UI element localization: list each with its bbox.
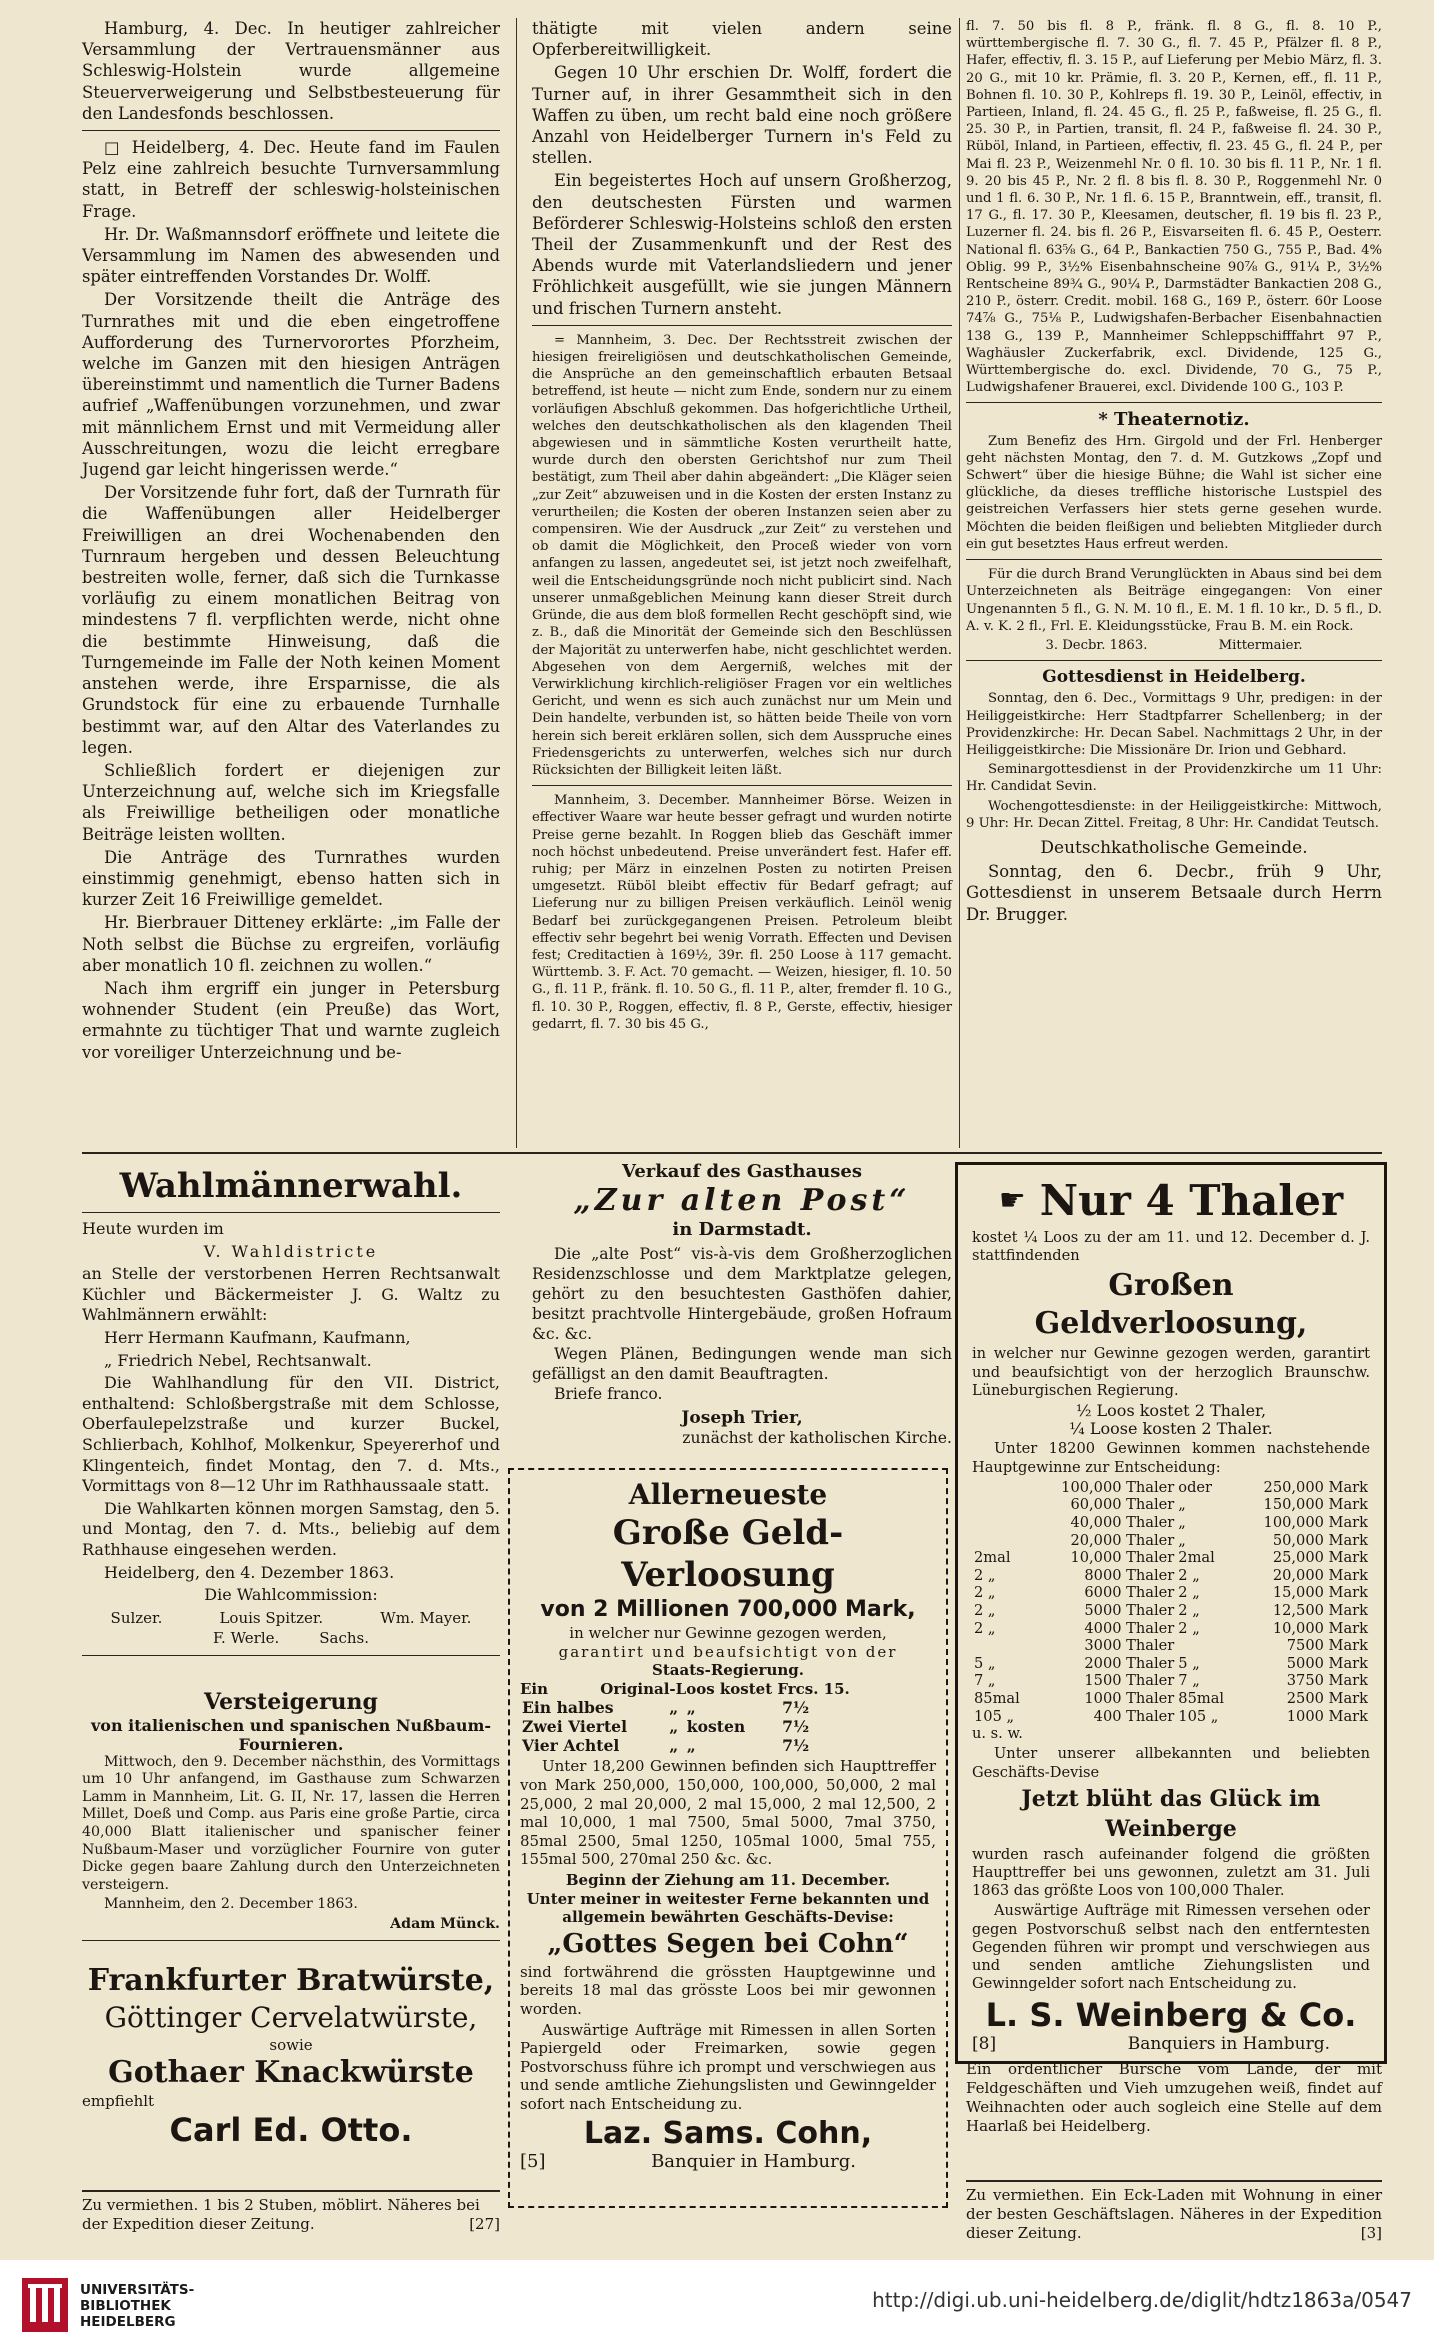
- divider: [532, 785, 952, 786]
- signatures-row: [82, 1628, 500, 1649]
- article-paragraph: Hr. Bierbrauer Ditteney erklärte: „im Falle der Noth selbst die Büchse zu ergreifen, vorläufig aber monatlich 10 fl. zeichnen zu wollen.“: [82, 913, 500, 975]
- ad-bursche: [966, 2060, 1382, 2136]
- ad-cohn-verloosung: [508, 1468, 948, 2208]
- table-cell: „: [686, 1736, 696, 1756]
- table-row: [972, 1637, 1370, 1655]
- ad-text: Zu vermiethen. 1 bis 2 Stuben, möblirt. Näheres bei der Expedition dieser Zeitung.: [82, 2196, 480, 2233]
- table-cell: [972, 1532, 1033, 1550]
- table-cell: 15,000 Mark: [1272, 1584, 1368, 1602]
- deutschkatholisch-title: Deutschkatholische Gemeinde.: [1040, 837, 1308, 858]
- table-cell: 1000 Mark: [1286, 1707, 1368, 1725]
- table-cell: 60,000 Thaler: [1070, 1496, 1175, 1514]
- table-cell: 25,000 Mark: [1272, 1549, 1368, 1567]
- divider: [82, 130, 500, 131]
- ad-text: Unter 18200 Gewinnen kommen nachstehende Hauptgewinne zur Entscheidung:: [972, 1440, 1370, 1476]
- table-cell: „: [1178, 1496, 1186, 1514]
- table-cell: 7½: [782, 1717, 810, 1737]
- library-name-line: UNIVERSITÄTS-: [80, 2282, 195, 2298]
- table-cell: oder: [1178, 1478, 1213, 1496]
- table-cell: 10,000 Mark: [1272, 1619, 1368, 1637]
- ad-title: Große Geld-Verloosung: [612, 1513, 844, 1595]
- table-cell: 2 „: [974, 1566, 996, 1584]
- table-cell: 5 „: [974, 1654, 996, 1672]
- ad-line: in welcher nur Gewinne gezogen werden,: [569, 1624, 887, 1642]
- ad-text: V. Wahldistricte: [203, 1241, 379, 1261]
- ad-advertiser: L. S. Weinberg & Co.: [985, 1996, 1357, 2035]
- library-name: [80, 2282, 194, 2330]
- table-cell: 50,000 Mark: [1272, 1531, 1368, 1549]
- ad-weinberg-verloosung: [955, 1162, 1387, 2064]
- library-logo-icon: [22, 2278, 68, 2332]
- signature: Louis Spitzer.: [219, 1608, 324, 1627]
- table-cell: Zwei Viertel: [522, 1717, 628, 1737]
- table-cell: [972, 1479, 1033, 1497]
- table-cell: 2 „: [1178, 1566, 1200, 1584]
- ad-advertiser: Laz. Sams. Cohn,: [583, 2116, 873, 2152]
- library-footer: [0, 2260, 1434, 2349]
- table-cell: 85mal: [1178, 1689, 1225, 1707]
- signature: Sachs.: [319, 1629, 370, 1648]
- table-cell: 5000 Mark: [1286, 1654, 1368, 1672]
- table-cell: 4000 Thaler: [1084, 1619, 1175, 1637]
- news-column-1: [82, 18, 500, 1065]
- table-row: [520, 1698, 811, 1717]
- news-column-3: [966, 18, 1382, 927]
- signature: Wm. Mayer.: [380, 1608, 472, 1627]
- ad-title: Nur 4 Thaler: [1039, 1176, 1344, 1225]
- article-paragraph: Die Anträge des Turnrathes wurden einstimmig genehmigt, ebenso hatten sich in kurzer Zeit 16 Freiwillige gemeldet.: [82, 847, 500, 910]
- ad-line: u. s. w.: [972, 1725, 1023, 1743]
- table-cell: Ein halbes: [522, 1698, 614, 1718]
- table-cell: 2 „: [1178, 1619, 1200, 1637]
- ad-line: Gothaer Knackwürste: [108, 2055, 474, 2090]
- ads-separator: [82, 1152, 1382, 1154]
- table-cell: „: [1178, 1514, 1186, 1532]
- ad-footer-row: [520, 2153, 936, 2172]
- table-cell: „: [1178, 1531, 1186, 1549]
- ad-city: Banquiers in Hamburg.: [1127, 2034, 1330, 2055]
- ad-text: wurden rasch aufeinander folgend die größten Haupttreffer bei uns gewonnen, zuletzt am 31. Juli 1863 das größte Loos von 100,000 Thaler.: [972, 1845, 1370, 1900]
- table-cell: 2 „: [974, 1584, 996, 1602]
- table-cell: 20,000 Mark: [1272, 1566, 1368, 1584]
- divider: [532, 325, 952, 326]
- ad-text: sind fortwährend die grössten Hauptgewinne und bereits 18 mal das grösste Loos bei mir gewonnen worden.: [520, 1962, 936, 2018]
- ad-text: zunächst der katholischen Kirche.: [682, 1429, 952, 1447]
- ad-wahlmaennerwahl: [82, 1162, 500, 1662]
- article-hamburg: Hamburg, 4. Dec. In heutiger zahlreicher Versammlung der Vertrauensmänner aus Schleswig-Holstein wurde allgemeine Steuerverweigerung und Selbstbesteuerung für den Landesfonds beschlossen.: [82, 19, 500, 123]
- pointing-hand-icon: ☛: [998, 1182, 1026, 1218]
- abaus-text: Für die durch Brand Verunglückten in Abaus sind bei dem Unterzeichneten als Beiträge eingegangen: Von einer Ungenannten 5 fl., G. N. M. 10 fl., E. M. 1 fl. 10 kr., D. 5 fl., D. A. v. K. 2 fl., Frl. E. Kleidungsstücke, Frau B. M. ein Rock.: [966, 567, 1382, 634]
- article-paragraph: Gegen 10 Uhr erschien Dr. Wolff, fordert die Turner auf, in ihrer Gesammtheit sich in den Waffen zu üben, um recht bald eine noch größere Anzahl von Heidelberger Turnern in's Feld zu stellen.: [532, 63, 952, 168]
- article-mannheim-rechtsstreit: = Mannheim, 3. Dec. Der Rechtsstreit zwischen der hiesigen freireligiösen und deutschkatholischen Gemeinde, die Ansprüche an den gemeinschaftlich erbauten Betsaal betreffend, ist heute — nicht zum Ende, sondern nur zu einem vorläufigen Abschluß gekommen. Das hofgerichtliche Urtheil, welches den deutschkatholischen als den klagenden Theil abgewiesen und in sämmtliche Kosten verurtheilt hatte, wurde durch den obersten Gerichtshof nur zum Theil bestätigt, zum Theil aber dahin abgeändert: „Die Kläger seien „zur Zeit“ abzuweisen und in die Kosten der ersten Instanz zu verurtheilen; die Kosten der oberen Instanzen seien aber zu compensiren. Wie der Ausdruck „zur Zeit“ zu verstehen und ob damit die Möglichkeit, den Proceß wieder von vorn anfangen zu lassen, angedeutet sei, ist jetzt noch zweifelhaft, weil die Entscheidungsgründe noch nicht publicirt sind. Nach unserer unmaßgeblichen Meinung kann dieser Streit durch Gründe, die aus dem bloß formellen Recht geschöpft sind, wie z. B., daß die Minorität der Gemeinde sich den Beschlüssen der Majorität zu unterwerfen habe, nicht geschlichtet werden. Abgesehen von dem Aergerniß, welches mit der Verwirklichung kirchlich-religiöser Fragen vor ein weltliches Gericht, und wenn es sich auch zunächst nur um Mein und Dein handelte, verbunden ist, so hätten beide Theile von vorn herein sich bereit erklären sollen, sich dem Ausspruche eines Friedensgerichts zu unterwerfen, welches sich nur durch Rücksichten der Billigkeit leiten läßt.: [532, 332, 952, 778]
- ad-text: Die „alte Post“ vis-à-vis dem Großherzoglichen Residenzschlosse und dem Marktplatze gelegen, gehört zu den besuchtesten Gasthöfen dahier, besitzt prachtvolle Hintergebäude, großen Hofraum &c. &c.: [532, 1245, 952, 1343]
- table-cell: 8000 Thaler: [1084, 1566, 1175, 1584]
- column-rule: [516, 18, 517, 1148]
- table-cell: 2 „: [974, 1601, 996, 1619]
- table-cell: 400 Thaler: [1093, 1707, 1175, 1725]
- ad-text: Ein ordentlicher Bursche vom Lande, der mit Feldgeschäften und Vieh umzugehen weiß, findet auf Weihnachten oder auch sogleich eine Stelle auf dem Haarlaß bei Heidelberg.: [966, 2060, 1382, 2135]
- article-paragraph: Schließlich fordert er diejenigen zur Unterzeichnung auf, welche sich im Kriegsfalle als Freiwillige betheiligen oder monatliche Beiträge leisten wollten.: [82, 760, 500, 844]
- table-cell: 1500 Thaler: [1084, 1672, 1175, 1690]
- ad-line: Frankfurter Bratwürste,: [87, 1963, 495, 1998]
- table-cell: 250,000 Mark: [1263, 1478, 1368, 1496]
- table-cell: 2000 Thaler: [1084, 1654, 1175, 1672]
- ad-line: empfiehlt: [82, 2092, 155, 2110]
- ad-signature: Joseph Trier,: [681, 1408, 803, 1428]
- wochengottesdienst-text: Wochengottesdienste: in der Heiliggeistkirche: Mittwoch, 9 Uhr: Hr. Decan Zittel. Freitag, 8 Uhr: Hr. Candidat Teutsch.: [966, 798, 1382, 831]
- table-cell: 2mal: [1178, 1549, 1215, 1567]
- ad-line: ¼ Loose kosten 2 Thaler.: [1069, 1419, 1273, 1439]
- ad-text: Heidelberg, den 4. Dezember 1863.: [104, 1562, 395, 1582]
- ad-advertiser: Carl Ed. Otto.: [169, 2111, 413, 2149]
- table-cell: 12,500 Mark: [1272, 1601, 1368, 1619]
- table-row: [972, 1532, 1370, 1550]
- prize-table: [972, 1479, 1370, 1725]
- divider: [966, 402, 1382, 403]
- table-cell: kosten: [686, 1717, 746, 1737]
- ad-number: [8]: [972, 2034, 997, 2055]
- table-cell: 2500 Mark: [1286, 1689, 1368, 1707]
- ad-text: Unter unserer allbekannten und beliebten Geschäfts-Devise: [972, 1745, 1370, 1781]
- ad-text: kostet ¼ Loos zu der am 11. und 12. December d. J. stattfindenden: [972, 1229, 1370, 1265]
- ad-text: Mittwoch, den 9. December nächsthin, des Vormittags um 10 Uhr anfangend, im Gasthause zum Schwarzen Lamm in Mannheim, Lit. G. II, Nr. 17, lassen die Herren Millet, Doeß und Comp. aus Paris eine große Partie, circa 40,000 Blatt italienischer und spanischer feiner Nußbaum-Maser und vorzüglicher Fournire von guter Dicke gegen baare Zahlung durch den Unterzeichneten versteigern.: [82, 1753, 500, 1893]
- signatures-row: [82, 1608, 500, 1629]
- divider: [82, 1940, 500, 1941]
- table-row: [972, 1549, 1370, 1567]
- table-cell: „: [669, 1698, 679, 1718]
- table-cell: 150,000 Mark: [1263, 1496, 1368, 1514]
- table-cell: 10,000 Thaler: [1070, 1549, 1175, 1567]
- ad-date: Mannheim, den 2. December 1863.: [104, 1896, 358, 1913]
- table-cell: 7 „: [974, 1672, 996, 1690]
- divider: [82, 1212, 500, 1213]
- ad-text: in welcher nur Gewinne gezogen werden, garantirt und beaufsichtigt von der herzoglich Braunschw. Lüneburgischen Regierung.: [972, 1345, 1370, 1399]
- article-paragraph: Ein begeistertes Hoch auf unsern Großherzog, den deutschesten Fürsten und warmen Beförderer Schleswig-Holsteins schloß den ersten Theil der Zusammenkunft und der Rest des Abends wurde mit Vaterlandsliedern und jener Fröhlichkeit ausgefüllt, wie sie jungen Männern und frischen Turnern ansteht.: [532, 171, 952, 318]
- ad-footer-row: [972, 2035, 1370, 2053]
- table-cell: 2 „: [1178, 1601, 1200, 1619]
- article-paragraph: Hr. Dr. Waßmannsdorf eröffnete und leitete die Versammlung im Namen des abwesenden und später eintreffenden Vorstandes Dr. Wolff.: [82, 224, 500, 287]
- gottesdienst-title: Gottesdienst in Heidelberg.: [1042, 667, 1306, 688]
- table-cell: 2mal: [974, 1549, 1011, 1567]
- ad-line: garantirt und beaufsichtigt von der: [558, 1642, 898, 1661]
- table-row: [972, 1690, 1370, 1708]
- table-cell: 100,000 Mark: [1263, 1514, 1368, 1532]
- deutschkatholisch-text: Sonntag, den 6. Decbr., früh 9 Uhr, Gottesdienst in unserem Betsaale durch Herrn Dr. Brugger.: [966, 862, 1382, 924]
- table-row: [520, 1736, 811, 1755]
- table-cell: [972, 1514, 1033, 1532]
- table-cell: [1176, 1637, 1237, 1655]
- table-cell: 2 „: [974, 1619, 996, 1637]
- table-cell: 6000 Thaler: [1084, 1584, 1175, 1602]
- table-row: [972, 1602, 1370, 1620]
- table-row: [972, 1672, 1370, 1690]
- ad-number: [3]: [1360, 2224, 1382, 2242]
- article-paragraph: Der Vorsitzende theilt die Anträge des Turnrathes mit und die eben eingetroffene Aufforderung des Turnervorortes Pforzheim, welche im Ganzen mit den hiesigen Anträgen übereinstimmt und namentlich die Turner Badens aufrief „Waffenübungen vorzunehmen, und zwar mit männlichem Ernst und mit Vermeidung aller Ausschreitungen, wozu die leicht erregbare Jugend gar leicht hingerissen werde.“: [82, 290, 500, 480]
- ad-line: Göttinger Cervelatwürste,: [104, 2001, 478, 2034]
- article-heidelberg: □ Heidelberg, 4. Dec. Heute fand im Faulen Pelz eine zahlreich besuchte Turnversammlung statt, in Betreff der schleswig-holsteinischen Frage.: [82, 138, 500, 221]
- table-row: [972, 1567, 1370, 1585]
- ad-versteigerung: [82, 1690, 500, 1947]
- table-cell: 105 „: [974, 1707, 1015, 1725]
- news-column-2: [532, 18, 952, 1035]
- ad-text: Briefe franco.: [554, 1385, 663, 1403]
- signature: F. Werle.: [212, 1629, 280, 1648]
- table-row: [520, 1717, 811, 1736]
- article-paragraph: Nach ihm ergriff ein junger in Petersburg wohnender Student (ein Preuße) das Wort, ermahnte zu tüchtiger That und warnte zugleich vor voreiliger Unterzeichnung und be-: [82, 978, 500, 1062]
- table-cell: 85mal: [974, 1689, 1020, 1707]
- ad-subtitle: Großen Geldverloosung,: [1034, 1268, 1308, 1342]
- table-cell: 7½: [782, 1736, 810, 1756]
- table-cell: 7500 Mark: [1286, 1637, 1368, 1655]
- loos-table: [520, 1698, 811, 1755]
- document-url[interactable]: http://digi.ub.uni-heidelberg.de/diglit/hdtz1863a/0547: [872, 2288, 1412, 2312]
- ad-alte-post: [532, 1162, 952, 1448]
- theater-text: Zum Benefiz des Hrn. Girgold und der Frl. Henberger geht nächsten Montag, den 7. d. M. Gutzkows „Zopf und Schwert“ über die hiesige Bühne; die Wahl ist sicher eine glückliche, da dieses treffliche historische Lustspiel des geistreichen Verfassers hier stets gerne gesehen wurde. Möchten die beiden fleißigen und beliebten Mitglieder durch ein gut besetztes Haus erfreut werden.: [966, 433, 1382, 552]
- table-row: [972, 1479, 1370, 1497]
- gottesdienst-text: Sonntag, den 6. Dec., Vormittags 9 Uhr, predigen: in der Heiliggeistkirche: Herr Stadtpfarrer Schellenberg; in der Providenzkirche: Hr. Decan Sabel. Nachmittags 2 Uhr, in der Heiliggeistkirche: Die Missionäre Dr. Irion und Gebhard.: [966, 691, 1382, 758]
- ad-line: Unter meiner in weitester Ferne bekannten und allgemein bewährten Geschäfts-Devise:: [526, 1889, 930, 1927]
- ad-text: an Stelle der verstorbenen Herren Rechtsanwalt Küchler und Bäckermeister J. G. Waltz zu Wahlmännern erwählt:: [82, 1264, 500, 1325]
- signature: Sulzer.: [110, 1608, 163, 1627]
- ad-signature: Adam Münck.: [390, 1915, 500, 1932]
- table-cell: 1000 Thaler: [1084, 1689, 1175, 1707]
- ad-text: Auswärtige Aufträge mit Rimessen in allen Sorten Papiergeld oder Freimarken, sowie gegen Postvorschuss führe ich prompt und verschwiegen aus und sende amtliche Ziehungslisten und Gewinngelder sofort nach Entscheidung zu.: [520, 2020, 936, 2113]
- library-name-line: BIBLIOTHEK: [80, 2298, 171, 2314]
- table-cell: 2 „: [1178, 1584, 1200, 1602]
- ad-text: Die Wahlcommission:: [204, 1585, 378, 1605]
- ad-text: Unter 18,200 Gewinnen befinden sich Haupttreffer von Mark 250,000, 150,000, 100,000, 50,000, 2 mal 25,000, 2 mal 20,000, 2 mal 15,000, 2 mal 12,500, 2 mal 10,000, 1 mal 7500, 5mal 5000, 7mal 3750, 85mal 2500, 5mal 1250, 105mal 1000, 5mal 755, 155mal 500, 270mal 250 &c. &c.: [520, 1757, 936, 1869]
- ad-subtitle: von italienischen und spanischen Nußbaum-Fournieren.: [90, 1715, 492, 1754]
- ad-motto: Jetzt blüht das Glück im Weinberge: [1021, 1785, 1321, 1842]
- ad-title: Wahlmännerwahl.: [119, 1166, 463, 1206]
- ad-line: von 2 Millionen 700,000 Mark,: [540, 1597, 916, 1622]
- table-cell: 3750 Mark: [1286, 1672, 1368, 1690]
- ad-line: Beginn der Ziehung am 11. December.: [565, 1870, 891, 1889]
- table-row: [972, 1655, 1370, 1673]
- table-row: [972, 1620, 1370, 1638]
- table-cell: 20,000 Thaler: [1070, 1531, 1175, 1549]
- table-cell: 105 „: [1178, 1707, 1219, 1725]
- library-logo[interactable]: [22, 2278, 322, 2332]
- ad-motto: „Gottes Segen bei Cohn“: [547, 1928, 909, 1959]
- ad-line: Staats-Regierung.: [652, 1661, 804, 1680]
- divider: [966, 660, 1382, 661]
- library-name-line: HEIDELBERG: [80, 2314, 176, 2330]
- abaus-sign: 3. Decbr. 1863. Mittermaier.: [1045, 637, 1303, 653]
- table-cell: „: [669, 1736, 679, 1756]
- theater-title: * Theaternotiz.: [1098, 409, 1250, 431]
- article-mannheim-boerse: Mannheim, 3. December. Mannheimer Börse. Weizen in effectiver Waare war heute besser gefragt und wurden notirte Preise gerne bezahlt. In Roggen blieb das Geschäft immer noch höchst unbedeutend. Preise unverändert fest. Hafer eff. ruhig; per März in einzelnen Posten zu notirten Preisen umgesetzt. Rüböl bleibt effectiv für Bedarf gefragt; auf Lieferung nur zu billigen Preisen verkäuflich. Leinöl wenig Bedarf bei zurückgegangenen Preisen. Petroleum bleibt effectiv sehr begehrt bei wenig Vorrath. Effecten und Devisen fest; Creditactien à 169½, 39r. fl. 250 Loose à 117 gemacht. Württemb. 3. F. Act. 70 gemacht. — Weizen, hiesiger, fl. 10. 50 G., fl. 11 P., fränk. fl. 10. 50 G., fl. 11 P., alter, fremder fl. 10 G., fl. 10. 30 P., Roggen, effectiv, fl. 8 P., Gerste, effectiv, hiesiger gedarrt, fl. 7. 30 bis 45 G.,: [532, 793, 952, 1032]
- ad-line: sowie: [269, 2036, 313, 2054]
- table-cell: 5 „: [1178, 1654, 1200, 1672]
- ad-number: [5]: [520, 2151, 546, 2173]
- ad-text: Heute wurden im: [82, 1219, 224, 1238]
- ad-text: Die Wahlkarten können morgen Samstag, den 5. und Montag, den 7. d. Mts., beliebig auf dem Rathhause eingesehen werden.: [82, 1498, 500, 1559]
- ad-vermiethen-1: [82, 2190, 500, 2234]
- ad-number: [27]: [469, 2215, 500, 2233]
- ad-wuerste: [82, 1962, 500, 2150]
- table-cell: 7 „: [1178, 1672, 1200, 1690]
- table-cell: [972, 1496, 1033, 1514]
- table-cell: 100,000 Thaler: [1061, 1478, 1175, 1496]
- column-rule: [959, 18, 960, 1148]
- ad-city: Banquier in Hamburg.: [651, 2151, 856, 2173]
- ad-text: Herr Hermann Kaufmann, Kaufmann,: [104, 1327, 411, 1347]
- ad-text: Wegen Plänen, Bedingungen wende man sich gefälligst an den damit Beauftragten.: [532, 1345, 952, 1383]
- ad-text: Zu vermiethen. Ein Eck-Laden mit Wohnung in einer der besten Geschäftslagen. Näheres in der Expedition dieser Zeitung.: [966, 2186, 1382, 2242]
- table-cell: „: [669, 1717, 679, 1737]
- ad-text: „ Friedrich Nebel, Rechtsanwalt.: [104, 1350, 372, 1370]
- divider: [82, 1655, 500, 1656]
- table-cell: 40,000 Thaler: [1070, 1514, 1175, 1532]
- ad-line: Allerneueste: [628, 1478, 828, 1511]
- table-row: [972, 1584, 1370, 1602]
- table-cell: [972, 1637, 1033, 1655]
- table-cell: 3000 Thaler: [1084, 1637, 1175, 1655]
- ad-text: Auswärtige Aufträge mit Rimessen versehen oder gegen Postvorschuß selbst nach den entferntesten Gegenden führen wir prompt und verschwiegen aus und senden amtliche Ziehungslisten und Gewinngelder sofort nach Entscheidung zu.: [972, 1902, 1370, 1993]
- table-cell: „: [686, 1698, 696, 1718]
- ad-title: Versteigerung: [204, 1689, 378, 1715]
- table-cell: 5000 Thaler: [1084, 1601, 1175, 1619]
- table-cell: 7½: [782, 1698, 810, 1718]
- ad-header: [972, 1175, 1370, 1227]
- ad-vermiethen-2: [966, 2180, 1382, 2243]
- divider: [966, 559, 1382, 560]
- article-paragraph: thätigte mit vielen andern seine Opferbereitwilligkeit.: [532, 19, 952, 60]
- table-row: [972, 1496, 1370, 1514]
- boerse-continued: fl. 7. 50 bis fl. 8 P., fränk. fl. 8 G., fl. 8. 10 P., württembergische fl. 7. 30 G., fl. 7. 45 P., Pfälzer fl. 8 P., Hafer, effectiv, fl. 3. 15 P., auf Lieferung per Mebio März, fl. 3. 20 G., mit 10 kr. Prämie, fl. 3. 20 P., Kernen, eff., fl. 11 P., Bohnen fl. 10. 30 P., Kohlreps fl. 19. 30 P., Leinöl, effectiv, in Partieen, Inland, fl. 24. 45 G., fl. 25 P., faßweise, fl. 25 G., fl. 25. 30 P., in Partien, transit, fl. 24 P., faßweise fl. 24. 30 P., Rüböl, Inland, in Partieen, effectiv, fl. 23. 45 G., fl. 24 P., per Mai fl. 23 P., Weizenmehl Nr. 0 fl. 10. 30 bis fl. 11 P., Nr. 1 fl. 9. 20 bis 45 P., Nr. 2 fl. 8 bis fl. 8. 30 P., Roggenmehl Nr. 0 und 1 fl. 6. 30 P., Nr. 1 fl. 6. 15 P., Branntwein, eff., transit, fl. 17 G., fl. 17. 30 P., Kleesamen, deutscher, fl. 19 bis fl. 23 P., Luzerner fl. 24. bis fl. 26 P., Eisvarseiten fl. 6. 45 P., Oesterr. National fl. 63⅝ G., 64 P., Bankactien 750 G., 755 P., Bad. 4% Oblig. 99 P., 3½% Eisenbahnscheine 90⅞ G., 91¼ P., 3½% Rentscheine 89¾ G., 90¼ P., Darmstädter Bankactien 208 G., 210 P., österr. Credit. mobil. 168 G., 169 P., österr. 60r Loose 74⅞ G., 75⅛ P., Ludwigshafen-Berbacher Eisenbahnactien 138 G., 139 P., Mannheimer Schleppschifffahrt 97 P., Waghäusler Zuckerfabrik, excl. Dividende, 125 G., Württembergische do. excl. Dividende, 70 G., 75 P., Ludwigshafener Brauerei, excl. Dividende 100 G., 103 P.: [966, 19, 1382, 396]
- seminar-text: Seminargottesdienst in der Providenzkirche um 11 Uhr: Hr. Candidat Sevin.: [966, 762, 1382, 795]
- ad-line: Verkauf des Gasthauses: [622, 1161, 862, 1182]
- ad-line: Ein Original-Loos kostet Frcs. 15.: [520, 1679, 850, 1698]
- ad-line: ½ Loos kostet 2 Thaler,: [1075, 1401, 1267, 1421]
- ad-title: „Zur alten Post“: [573, 1183, 911, 1218]
- ad-text: Die Wahlhandlung für den VII. District, enthaltend: Schloßbergstraße mit dem Schlosse, Oberfaulepelzstraße und kurzer Buckel, Schlierbach, Kohlhof, Molkenkur, Speyererhof und Klingenteich, findet Montag, den 7. d. Mts., Vormittags von 8—12 Uhr im Rathhaussaale statt.: [82, 1373, 500, 1496]
- table-row: [972, 1514, 1370, 1532]
- table-cell: Vier Achtel: [522, 1736, 620, 1756]
- ad-line: in Darmstadt.: [672, 1219, 812, 1240]
- article-paragraph: Der Vorsitzende fuhr fort, daß der Turnrath für die Waffenübungen aller Heidelberger Freiwilligen an drei Wochenabenden den Turnraum hergeben und dessen Beleuchtung bestreiten wolle, ferner, daß sich die Turnkasse vorläufig zu einem monatlichen Beitrag von mindestens 7 fl. verpflichten werde, nicht ohne die bestimmte Hinweisung, daß die Turngemeinde im Falle der Noth keinen Moment anstehen werde, ihre Ersparnisse, die als Grundstock für eine zu erbauende Turnhalle bestimmt war, auf den Altar des Vaterlandes zu legen.: [82, 483, 500, 757]
- table-row: [972, 1708, 1370, 1726]
